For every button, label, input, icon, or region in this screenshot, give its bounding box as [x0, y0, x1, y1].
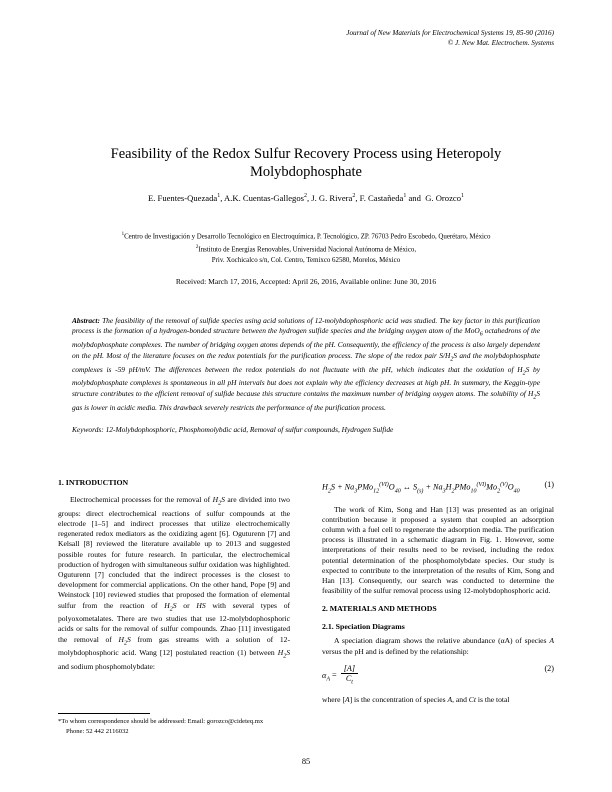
right-paragraph-1: The work of Kim, Song and Han [13] was presented as an original contribution because it proposed a system that coupled an adsorption column with a fuel cell to regenerate the adsorption media. The purification process is illustrated in a schematic diagram in Fig. 1. However, some interpretations of their results need to be revised, including the redox potential determination of the phosphomolybdate species. Our study is expected to contribute to the interpretation of the results of Kim, Song and Han [13]. Consequently, our search was conducted to determine the feasibility of the sulfur removal process using 12-molybdophosphoric acid.: [322, 504, 554, 596]
abstract: [72, 316, 540, 413]
journal-citation: Journal of New Materials for Electrochemical Systems 19, 85-90 (2016): [346, 29, 554, 37]
author-list: E. Fuentes-Quezada$^1$, A.K. Cuentas-Gallegos$^2$, J. G. Rivera$^2$, F. Castañeda$^1$ and G. Orozco$^1$: [148, 192, 464, 203]
journal-copyright: © J. New Mat. Electrochem. Systems: [447, 39, 554, 47]
affiliation-1: $^1$Centro de Investigación y Desarrollo Tecnológico en Electroquímica, P. Tecnológico, ZP. 76703 Pedro Escobedo, Querétaro, México: [121, 232, 491, 241]
page-title: Feasibility of the Redox Sulfur Recovery Process using Heteropoly Molybdophosphate: [110, 146, 502, 180]
equation-1-number: (1): [544, 480, 554, 489]
journal-header: [346, 28, 554, 48]
abstract-label: Abstract:: [72, 316, 100, 325]
received-dates: Received: March 17, 2016, Accepted: April 26, 2016, Available online: June 30, 2016: [175, 277, 437, 286]
affiliation-2: $^2$Instituto de Energías Renovables, Universidad Nacional Autónoma de México,: [195, 244, 417, 254]
section-heading-materials: 2. MATERIALS AND METHODS: [322, 604, 437, 614]
affiliations: [46, 230, 566, 266]
speciation-paragraph: A speciation diagram shows the relative abundance (αA) of species A versus the pH and is defined by the relationship:: [322, 636, 554, 656]
page-number: 85: [301, 757, 311, 766]
right-paragraph-2: where [A] is the concentration of species A, and Ct is the total: [322, 695, 510, 705]
subsection-heading-speciation: 2.1. Speciation Diagrams: [322, 622, 405, 632]
equation-2-number: (2): [544, 663, 554, 673]
affiliation-address: Priv. Xochicalco s/n, Col. Centro, Temixco 62580, Morelos, México: [211, 256, 401, 264]
footnote-correspondence: *To whom correspondence should be addressed: Email: gorozco@cideteq.mx: [58, 718, 264, 725]
introduction-paragraph: Electrochemical processes for the removal of $H_2S$ are divided into two groups: direct electrochemical reactions of sulfur compounds at the electrode [1–5] and indirect processes that utilize electrochemically regenerated redox mediators as the oxidizing agent [6]. Oguturenn [7] and Kelsall [8] reviewed the literature available up to 2013 and suggested possible routes for future research. In particular, the electrochemical production of hydrogen with simultaneous sulfur oxidation was highlighted. Oguturenn [7] concluded that the indirect processes is the closest to development for commercial applications. On the other hand, Pope [9] and Weinstock [10] reviewed studies that proposed the formation of elemental sulfur from the reaction of $H_2S$ or HS with several types of polyoxometalates. There are two studies that use 12-molybdophosphoric acids or salts for the removal of sulfur compounds. Zhao [11] investigated the removal of $H_2S$ from gas streams with a solution of 12-molybdophosphoric acid. Wang [12] postulated reaction (1) between $H_2S$ and sodium phosphomolybdate:: [58, 495, 291, 672]
equation-2: [322, 664, 554, 688]
equation-1-body: $H_2S + Na_3PMo_{12}^{(VI)}O_{40}$ ↔ $S_{(s)} + Na_3H_2PMo_{10}^{(VI)}Mo_2^{(V)}O_{40}$: [322, 482, 520, 495]
footnote: [58, 713, 294, 736]
footnote-rule: [58, 713, 150, 714]
abstract-text: The feasibility of the removal of sulfide species using acid solutions of 12-molybdophosphoric acid was studied. The key factor in this purification process is the formation of a hydrogen-bonded structure between the hydrogen sulfide species and the bridging oxygen atom of the MoO$_6$ octahedrons of the molybdophosphate complexes. The number of bridging oxygen atoms depends of the pH. Consequently, the efficiency of the process is also largely dependent on the pH. Most of the literature focuses on the redox potentials for the purification process. The slope of the redox pair $S/H_2S$ and the molybdophosphate complexes is -59 pH/mV. The differences between the redox potentials do not fluctuate with the pH, which indicates that the oxidation of $H_2S$ by molybdophosphate complexes is spontaneous in all pH intervals but does not explain why the efficiency decreases at high pH. In summary, the Keggin-type structure contributes to the efficient removal of sulfide because this structure contains the maximum number of bridging oxygen atoms. The solubility of $H_2S$ gas is lower in acidic media. This drawback severely restricts the performance of the purification process.: [72, 316, 541, 412]
equation-2-body: $\alpha_A$ = $\frac{[A]}{C_t}$: [322, 664, 360, 688]
keywords: Keywords: 12-Molybdophosphoric, Phosphomolybdic acid, Removal of sulfur compounds, Hydrogen Sulfide: [72, 425, 394, 434]
footnote-phone: Phone: 52 442 2116032: [66, 727, 129, 735]
equation-1: [322, 480, 554, 497]
column-right: [322, 478, 554, 706]
column-left: [58, 478, 290, 672]
section-heading-introduction: 1. INTRODUCTION: [58, 478, 129, 487]
